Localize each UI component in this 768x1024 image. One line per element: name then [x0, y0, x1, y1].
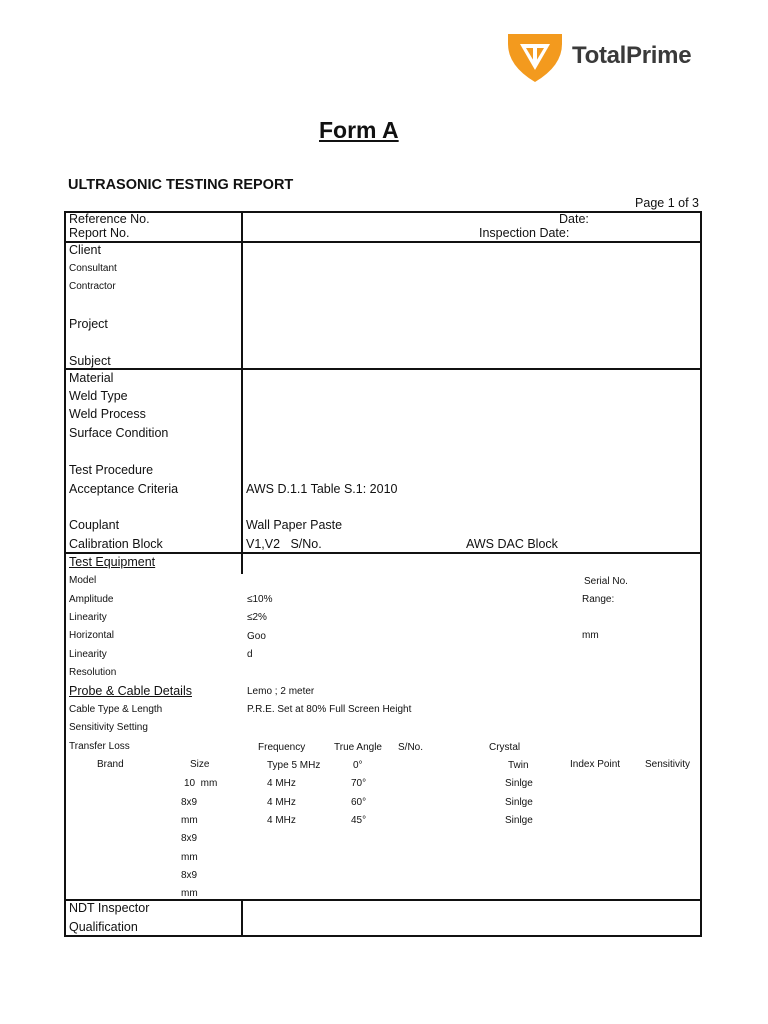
resolution-label: Resolution — [69, 667, 117, 678]
probe-cable-heading: Probe & Cable Details — [69, 684, 192, 698]
form-title: Form A — [319, 117, 399, 143]
calibration-block-label: Calibration Block — [69, 537, 163, 551]
crystal-cell: Sinlge — [505, 815, 533, 826]
report-title: ULTRASONIC TESTING REPORT — [68, 177, 294, 193]
ndt-inspector-label: NDT Inspector — [69, 901, 150, 915]
date-label: Date: — [559, 212, 589, 226]
angle-cell: 70° — [351, 778, 367, 789]
crystal-cell: Sinlge — [505, 797, 533, 808]
calibration-block-value: V1,V2 S/No. — [246, 537, 322, 551]
client-section — [64, 241, 702, 370]
angle-cell: 45° — [351, 815, 367, 826]
divider — [241, 211, 243, 243]
linearity-value: ≤2% — [247, 612, 267, 623]
consultant-label: Consultant — [69, 263, 117, 274]
linearity-label-2: Linearity — [69, 649, 107, 660]
acceptance-criteria-label: Acceptance Criteria — [69, 482, 179, 496]
size-cell: 8x9 — [181, 833, 198, 844]
weld-process-label: Weld Process — [69, 407, 146, 421]
qualification-label: Qualification — [69, 920, 138, 934]
true-angle-header: True Angle — [334, 742, 382, 753]
size-cell: 8x9 — [181, 870, 198, 881]
crystal-cell: Sinlge — [505, 778, 533, 789]
material-section — [64, 368, 702, 554]
client-label: Client — [69, 243, 101, 257]
cable-type-value: P.R.E. Set at 80% Full Screen Height — [247, 704, 412, 715]
serial-no-label: Serial No. — [584, 576, 628, 587]
size-cell: mm — [181, 852, 198, 863]
angle-cell: 60° — [351, 797, 367, 808]
subject-label: Subject — [69, 354, 111, 368]
probe-cable-value: Lemo ; 2 meter — [247, 686, 315, 697]
test-procedure-label: Test Procedure — [69, 463, 154, 477]
mm-label: mm — [582, 630, 599, 641]
page-indicator: Page 1 of 3 — [635, 196, 699, 210]
report-no-label: Report No. — [69, 226, 130, 240]
divider — [241, 552, 243, 574]
calibration-block-value-2: AWS DAC Block — [466, 537, 558, 551]
inspection-date-label: Inspection Date: — [479, 226, 570, 240]
sensitivity-setting-label: Sensitivity Setting — [69, 722, 148, 733]
contractor-label: Contractor — [69, 281, 116, 292]
project-label: Project — [69, 317, 108, 331]
size-cell: mm — [181, 815, 198, 826]
size-cell: 8x9 — [181, 797, 198, 808]
logo — [506, 32, 726, 84]
angle-zero-header: 0° — [353, 760, 363, 771]
couplant-value: Wall Paper Paste — [246, 518, 343, 532]
twin-header: Twin — [508, 760, 529, 771]
sno-header: S/No. — [398, 742, 424, 753]
sensitivity-header: Sensitivity — [645, 759, 691, 770]
size-header: Size — [190, 759, 210, 770]
cable-type-label: Cable Type & Length — [69, 704, 163, 715]
range-label: Range: — [582, 594, 615, 605]
weld-type-label: Weld Type — [69, 389, 128, 403]
linearity-label: Linearity — [69, 612, 107, 623]
acceptance-criteria-value: AWS D.1.1 Table S.1: 2010 — [246, 482, 398, 496]
frequency-cell: 4 MHz — [267, 797, 296, 808]
couplant-label: Couplant — [69, 518, 120, 532]
surface-condition-label: Surface Condition — [69, 426, 169, 440]
totalprime-logo-icon — [506, 32, 564, 84]
brand-header: Brand — [97, 759, 124, 770]
brand-text: TotalPrime — [572, 42, 692, 69]
inspector-section — [64, 899, 702, 937]
divider — [241, 899, 243, 937]
frequency-cell: 4 MHz — [267, 778, 296, 789]
horizontal-label: Horizontal — [69, 630, 115, 641]
amplitude-value: ≤10% — [247, 594, 273, 605]
type-header: Type 5 MHz — [267, 760, 321, 771]
horizontal-value: Goo — [247, 631, 266, 642]
size-cell: 10 mm — [184, 778, 218, 789]
test-equipment-heading: Test Equipment — [69, 555, 156, 569]
transfer-loss-label: Transfer Loss — [69, 741, 130, 752]
divider — [241, 368, 243, 554]
linearity-value-2: d — [247, 649, 253, 660]
model-label: Model — [69, 575, 97, 586]
crystal-header: Crystal — [489, 742, 521, 753]
reference-no-label: Reference No. — [69, 212, 150, 226]
material-label: Material — [69, 371, 114, 385]
size-cell: mm — [181, 888, 198, 899]
index-point-header: Index Point — [570, 759, 621, 770]
frequency-cell: 4 MHz — [267, 815, 296, 826]
frequency-header: Frequency — [258, 742, 306, 753]
amplitude-label: Amplitude — [69, 594, 114, 605]
reference-section — [64, 211, 702, 243]
divider — [241, 241, 243, 370]
